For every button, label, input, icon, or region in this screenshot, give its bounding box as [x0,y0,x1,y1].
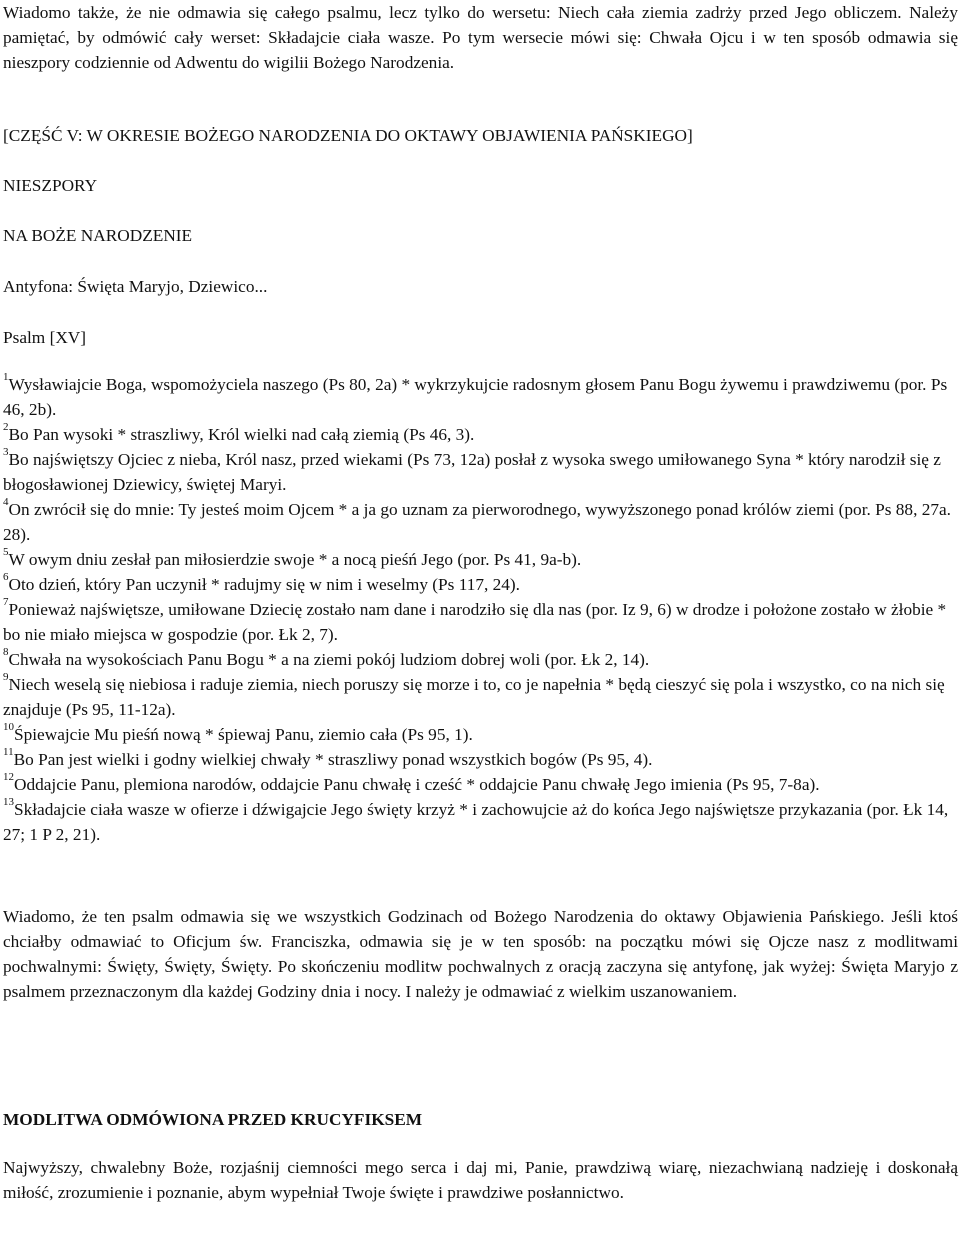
antiphon-line: Antyfona: Święta Maryjo, Dziewico... [3,277,268,296]
verse-text: Bo Pan jest wielki i godny wielkiej chwały * straszliwy ponad wszystkich bogów (Ps 95, 4). [13,750,653,769]
psalm-verse [3,372,958,422]
psalm-verse [3,722,958,747]
verse-text: Bo Pan wysoki * straszliwy, Król wielki nad całą ziemią (Ps 46, 3). [8,425,475,444]
verse-text: On zwrócił się do mnie: Ty jesteś moim Ojcem * a ja go uznam za pierworodnego, wywyższonego ponad królów ziemi (por. Ps 88, 27a. 28). [3,500,951,544]
psalm-verse [3,422,958,447]
psalm-verse [3,572,958,597]
verse-number: 4 [3,496,9,509]
verse-number: 12 [3,771,14,784]
psalm-verse [3,647,958,672]
verse-number: 3 [3,446,9,459]
verse-number: 5 [3,546,9,559]
verse-text: Śpiewajcie Mu pieśń nową * śpiewaj Panu, ziemio cała (Ps 95, 1). [14,725,473,744]
prayer-title: MODLITWA ODMÓWIONA PRZED KRUCYFIKSEM [3,1110,423,1129]
psalm-heading: Psalm [XV] [3,328,87,347]
office-heading: NIESZPORY [3,176,98,195]
psalm-verse [3,497,958,547]
verse-number: 8 [3,646,9,659]
verse-text: Niech weselą się niebiosa i raduje ziemia, niech poruszy się morze i to, co je napełnia * będą cieszyć się pola i wszystko, co na nich się znajduje (Ps 95, 11-12a). [3,675,945,719]
verse-number: 10 [3,721,14,734]
psalm-verse [3,547,958,572]
verse-text: Chwała na wysokościach Panu Bogu * a na ziemi pokój ludziom dobrej woli (por. Łk 2, 14). [8,650,650,669]
closing-note: Wiadomo, że ten psalm odmawia się we wszystkich Godzinach od Bożego Narodzenia do oktawy Objawienia Pańskiego. Jeśli ktoś chciałby odmawiać to Oficjum św. Franciszka, odmawia się je w ten sposób: na początku mówi się Ojcze nasz z modlitwami pochwalnymi: Święty, Święty, Święty. Po skończeniu modlitw pochwalnych z oracją zaczyna się antyfonę, jak wyżej: Święta Maryjo z psalmem przeznaczonym dla każdej Godziny dnia i nocy. I należy je odmawiać z wielkim uszanowaniem. [3,907,958,1001]
verse-number: 13 [3,796,14,809]
verse-text: Oddajcie Panu, plemiona narodów, oddajcie Panu chwałę i cześć * oddajcie Panu chwałę Jego imienia (Ps 95, 7-8a). [14,775,820,794]
psalm-verse [3,797,958,847]
psalm-verse [3,747,958,772]
verse-text: Składajcie ciała wasze w ofierze i dźwigajcie Jego święty krzyż * i zachowujcie aż do końca Jego najświętsze przykazania (por. Łk 14, 27; 1 P 2, 21). [3,800,949,844]
psalm-verse [3,672,958,722]
psalm-verse [3,597,958,647]
verse-number: 2 [3,421,9,434]
verse-number: 11 [3,746,14,759]
part-heading: [CZĘŚĆ V: W OKRESIE BOŻEGO NARODZENIA DO OKTAWY OBJAWIENIA PAŃSKIEGO] [3,126,693,145]
verse-text: Bo najświętszy Ojciec z nieba, Król nasz, przed wiekami (Ps 73, 12a) posłał z wysoka swego umiłowanego Syna * który narodził się z błogosławionej Dziewicy, świętej Maryi. [3,450,941,494]
feast-heading: NA BOŻE NARODZENIE [3,226,193,245]
verse-text: W owym dniu zesłał pan miłosierdzie swoje * a nocą pieśń Jego (por. Ps 41, 9a-b). [8,550,582,569]
psalm-verse [3,772,958,797]
psalm-verse [3,447,958,497]
verse-number: 7 [3,596,9,609]
verse-number: 9 [3,671,9,684]
prayer-text: Najwyższy, chwalebny Boże, rozjaśnij ciemności mego serca i daj mi, Panie, prawdziwą wiarę, niezachwianą nadzieję i doskonałą miłość, zrozumienie i poznanie, abym wypełniał Twoje święte i prawdziwe posłannictwo. [3,1158,958,1202]
psalm-verses [3,372,958,847]
verse-number: 1 [3,371,9,384]
verse-text: Ponieważ najświętsze, umiłowane Dziecię zostało nam dane i narodziło się dla nas (por. Iz 9, 6) w drodze i położone zostało w żłobie * bo nie miało miejsca w gospodzie (por. Łk 2, 7). [3,600,947,644]
verse-text: Oto dzień, który Pan uczynił * radujmy się w nim i weselmy (Ps 117, 24). [8,575,520,594]
verse-number: 6 [3,571,9,584]
intro-paragraph: Wiadomo także, że nie odmawia się całego psalmu, lecz tylko do wersetu: Niech cała ziemia zadrży przed Jego obliczem. Należy pamiętać, by odmówić cały werset: Składajcie ciała wasze. Po tym wersecie mówi się: Chwała Ojcu i w ten sposób odmawia się nieszpory codziennie od Adwentu do wigilii Bożego Narodzenia. [3,3,958,72]
verse-text: Wysławiajcie Boga, wspomożyciela naszego (Ps 80, 2a) * wykrzykujcie radosnym głosem Panu Bogu żywemu i prawdziwemu (por. Ps 46, 2b). [3,375,948,419]
